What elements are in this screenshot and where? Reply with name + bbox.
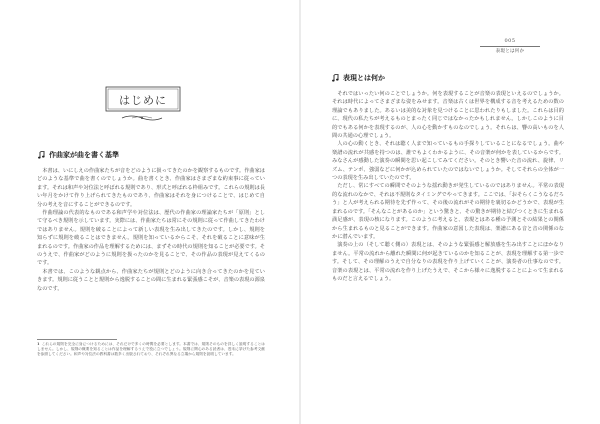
right-page bbox=[300, 0, 600, 424]
left-section-heading bbox=[38, 150, 119, 160]
left-section-heading-text: 作曲家が曲を書く基準 bbox=[49, 150, 119, 159]
footnote-text: これらの規則を完全に身につけるためには、それだけで多くの時間を必要とします。本書では、規則そのものを詳しく説明することはしません。しかし、規則の概要を知ることは作品を理解するうえで役に立つでしょう。規則に関心のある読者は、巻末に挙げた参考文献を参照してください。和声や対位法の教科書は数多く出版されており、それぞれ異なる立場から規則を説明しています。 bbox=[37, 342, 265, 356]
left-body-text bbox=[37, 167, 265, 293]
footnote-divider bbox=[37, 339, 117, 340]
right-paragraph: 演奏の上の（そして聴く側の）表現とは、そのような緊張感と解放感を生み出すことにほかなりません。平常の流れから離れた瞬間に何が起きているのかを知ることが、表現を理解する第一歩です。そして、その理解のうえで自分なりの表現を作り上げていくことが、演奏者の仕事なのです。音楽の表現とは、平常の流れを作り上げたうえで、そこから様々に逸脱することによって生まれるものだと言えるでしょう。 bbox=[332, 242, 564, 282]
right-paragraph: 人の心の動くとき、それは聴く人まで知っているもの手探りしていることになるでしょう。曲や楽譜の流れが共感を持つのは、誰でもよくわかるように、その音楽が何かを表しているからです。みなさんが感動した演奏の瞬間を思い起こしてみてください。そのとき響いた音の流れ、旋律、リズム、テンポ、強弱などに何かが込められていたのではないでしょうか。そしてそれらの全体が一つの表現を生み出していたのです。 bbox=[332, 141, 564, 182]
right-paragraph: ただし、常にすべての瞬間でそのような揺れ動きが発生しているのではありません。平常の表現的な流れのなかで、それは不規則なタイミングでやってきます。ここでは、「おそらくこうなるだろう」と人が考えられる期待を先ず作って、その後の流れがその期待を裏切るかどうかで、表現が生まれるのです。「そんなことがあるのか」という驚きと、その驚きが期待と結びつくときに生まれる満足感が、表現の核になります。このように考えると、表現とはある種の予測とその結果との関係から生まれるものと見ることができます。作曲家の意図した表現は、楽譜にある音と音の関係のなかに潜んでいます。 bbox=[332, 183, 564, 240]
left-paragraph: 作曲理論の代表的なものである和声学や対位法は、歴代の作曲家の理論家たちが「原則」として守るべき規則を示しています。実際には、作曲家たちは常にその規則に従って作曲してきたわけではありません。規則を破ることによって新しい表現を生み出してきたのです。しかし、規則を知らずに規則を破ることはできません。規則を知っているからこそ、それを破ることに意味が生まれるのです。作曲家の作品を理解するためには、まずその時代の規則を知ることが必要です。そのうえで、作曲家がどのように規則を扱ったのかを見ることで、その作品の表現が見えてくるのです。 bbox=[37, 210, 265, 267]
right-section-heading bbox=[332, 73, 385, 83]
right-section-heading-text: 表現とは何か bbox=[343, 73, 385, 82]
running-header-rule bbox=[480, 46, 540, 47]
footnote-number: 1 bbox=[37, 342, 40, 346]
running-header bbox=[480, 38, 540, 54]
left-paragraph: 本書は、いにしえの作曲家たちが音をどのように扱ってきたのかを観察するものです。作曲家はどのような基準で曲を書くのでしょうか。曲を書くとき、作曲家はさまざまな約束事に従っています。それは和声や対位法と呼ばれる規則であり、形式と呼ばれる枠組みです。これらの規則は長い年月をかけて作り上げられてきたものであり、作曲家はそれを身につけることで、はじめて自分の考えを音にすることができるのです。 bbox=[37, 168, 265, 208]
right-paragraph: それではいったい何のことでしょうか。何を表現することが音楽の表現といえるのでしょうか。それは時代によってさまざまな姿をみせます。音楽は古くは世界を構成する音を考えるための数の理論でもありました。あるいは美的な対象を見つけることに思われたりもしました。これらは目的に、現代の私たちが考えるものとまったく同じではなかったかもしれません。しかしこのように目的でもある何かを表現するのが、人の心を動かすものなのでしょう。それらは、響の高いものを人間の共通の心理でしょう。 bbox=[332, 91, 564, 140]
flourish-ornament-icon bbox=[120, 114, 164, 122]
running-title: 表現とは何か bbox=[495, 49, 525, 54]
left-paragraph: 本書では、このような観点から、作曲家たちが規則とどのように向き合ってきたのかを見ていきます。規則に従うことと規則から逸脱することの間に生まれる緊張感こそが、音楽の表現の源泉なのです。 bbox=[37, 268, 265, 292]
chapter-title-frame bbox=[105, 86, 181, 112]
chapter-title: はじめに bbox=[119, 94, 167, 107]
footnote bbox=[37, 342, 265, 357]
music-note-icon bbox=[332, 74, 339, 82]
right-body-text bbox=[332, 90, 564, 283]
page-number: 005 bbox=[504, 38, 516, 44]
music-note-icon bbox=[38, 151, 45, 159]
